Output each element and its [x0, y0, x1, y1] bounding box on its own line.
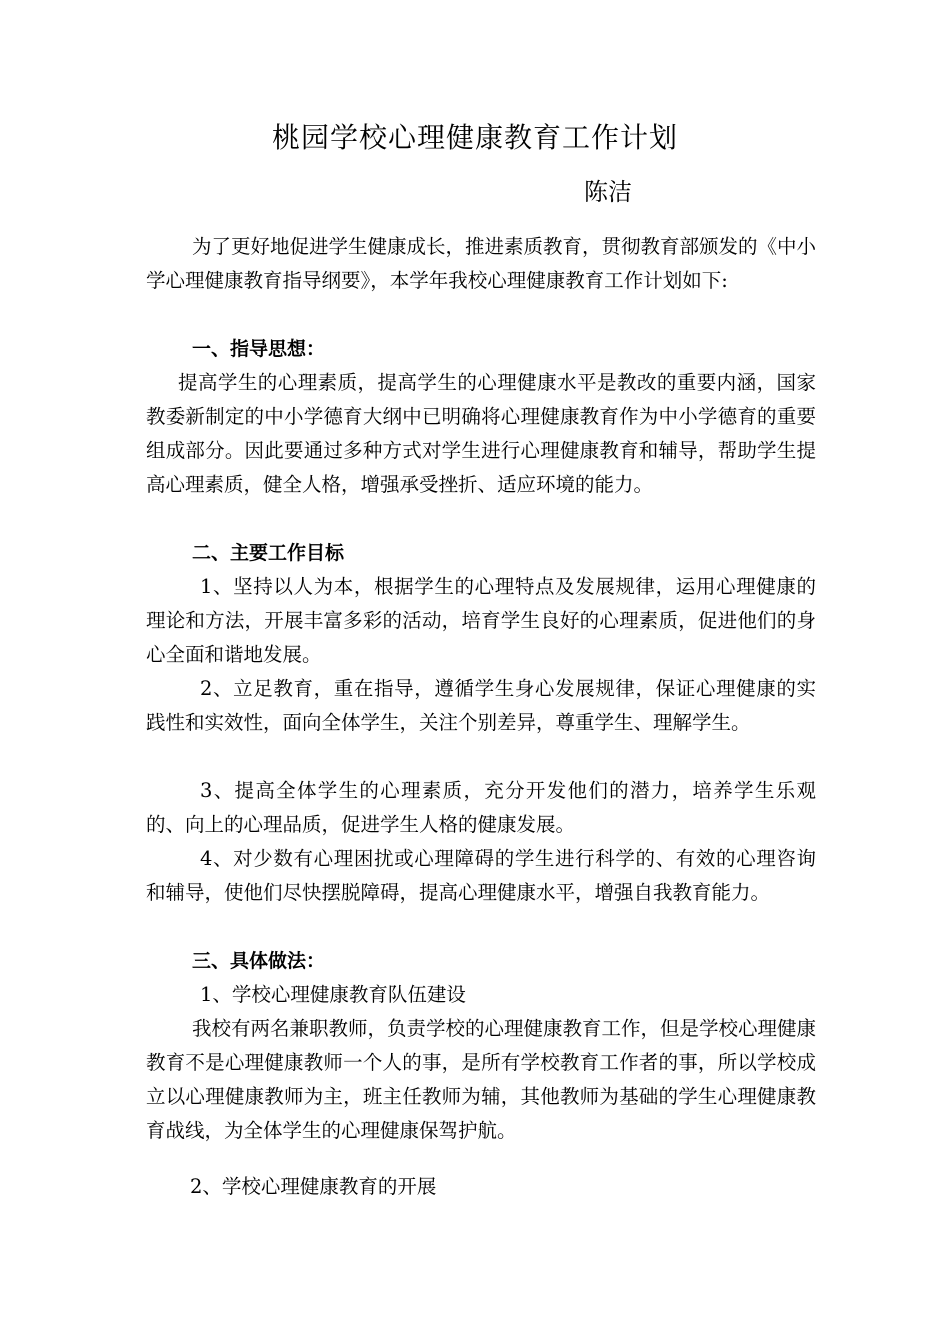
guiding-ideology-paragraph: 提高学生的心理素质，提高学生的心理健康水平是教改的重要内涵，国家教委新制定的中小学德育大纲中已明确将心理健康教育作为中小学德育的重要组成部分。因此要通过多种方式对学生进行心理健康教育和辅导，帮助学生提高心理素质，健全人格，增强承受挫折、适应环境的能力。	[146, 371, 816, 496]
section-heading-guiding-ideology: 一、指导思想：	[192, 338, 326, 360]
goal-item-1: 1、坚持以人为本，根据学生的心理特点及发展规律，运用心理健康的理论和方法，开展丰富多彩的活动，培育学生良好的心理素质，促进他们的身心全面和谐地发展。	[146, 575, 816, 666]
method-item-1-title: 1、学校心理健康教育队伍建设	[200, 983, 466, 1006]
goal-item-4: 4、对少数有心理困扰或心理障碍的学生进行科学的、有效的心理咨询和辅导，使他们尽快摆脱障碍，提高心理健康水平，增强自我教育能力。	[146, 847, 816, 904]
method-item-2-title: 2、学校心理健康教育的开展	[190, 1175, 437, 1198]
section-heading-specific-methods: 三、具体做法：	[192, 950, 326, 972]
section-heading-main-goals: 二、主要工作目标	[192, 542, 345, 564]
intro-paragraph: 为了更好地促进学生健康成长，推进素质教育，贯彻教育部颁发的《中小学心理健康教育指导纲要》，本学年我校心理健康教育工作计划如下:	[146, 235, 817, 292]
goal-item-3: 3、提高全体学生的心理素质，充分开发他们的潜力，培养学生乐观的、向上的心理品质，促进学生人格的健康发展。	[146, 779, 816, 836]
document-title: 桃园学校心理健康教育工作计划	[271, 121, 678, 154]
goal-item-2: 2、立足教育，重在指导，遵循学生身心发展规律，保证心理健康的实践性和实效性，面向全体学生，关注个别差异，尊重学生、理解学生。	[146, 677, 816, 734]
method-item-1-paragraph: 我校有两名兼职教师，负责学校的心理健康教育工作，但是学校心理健康教育不是心理健康教师一个人的事，是所有学校教育工作者的事，所以学校成立以心理健康教师为主，班主任教师为辅，其他教师为基础的学生心理健康教育战线，为全体学生的心理健康保驾护航。	[146, 1017, 817, 1142]
document-author: 陈洁	[584, 178, 632, 206]
